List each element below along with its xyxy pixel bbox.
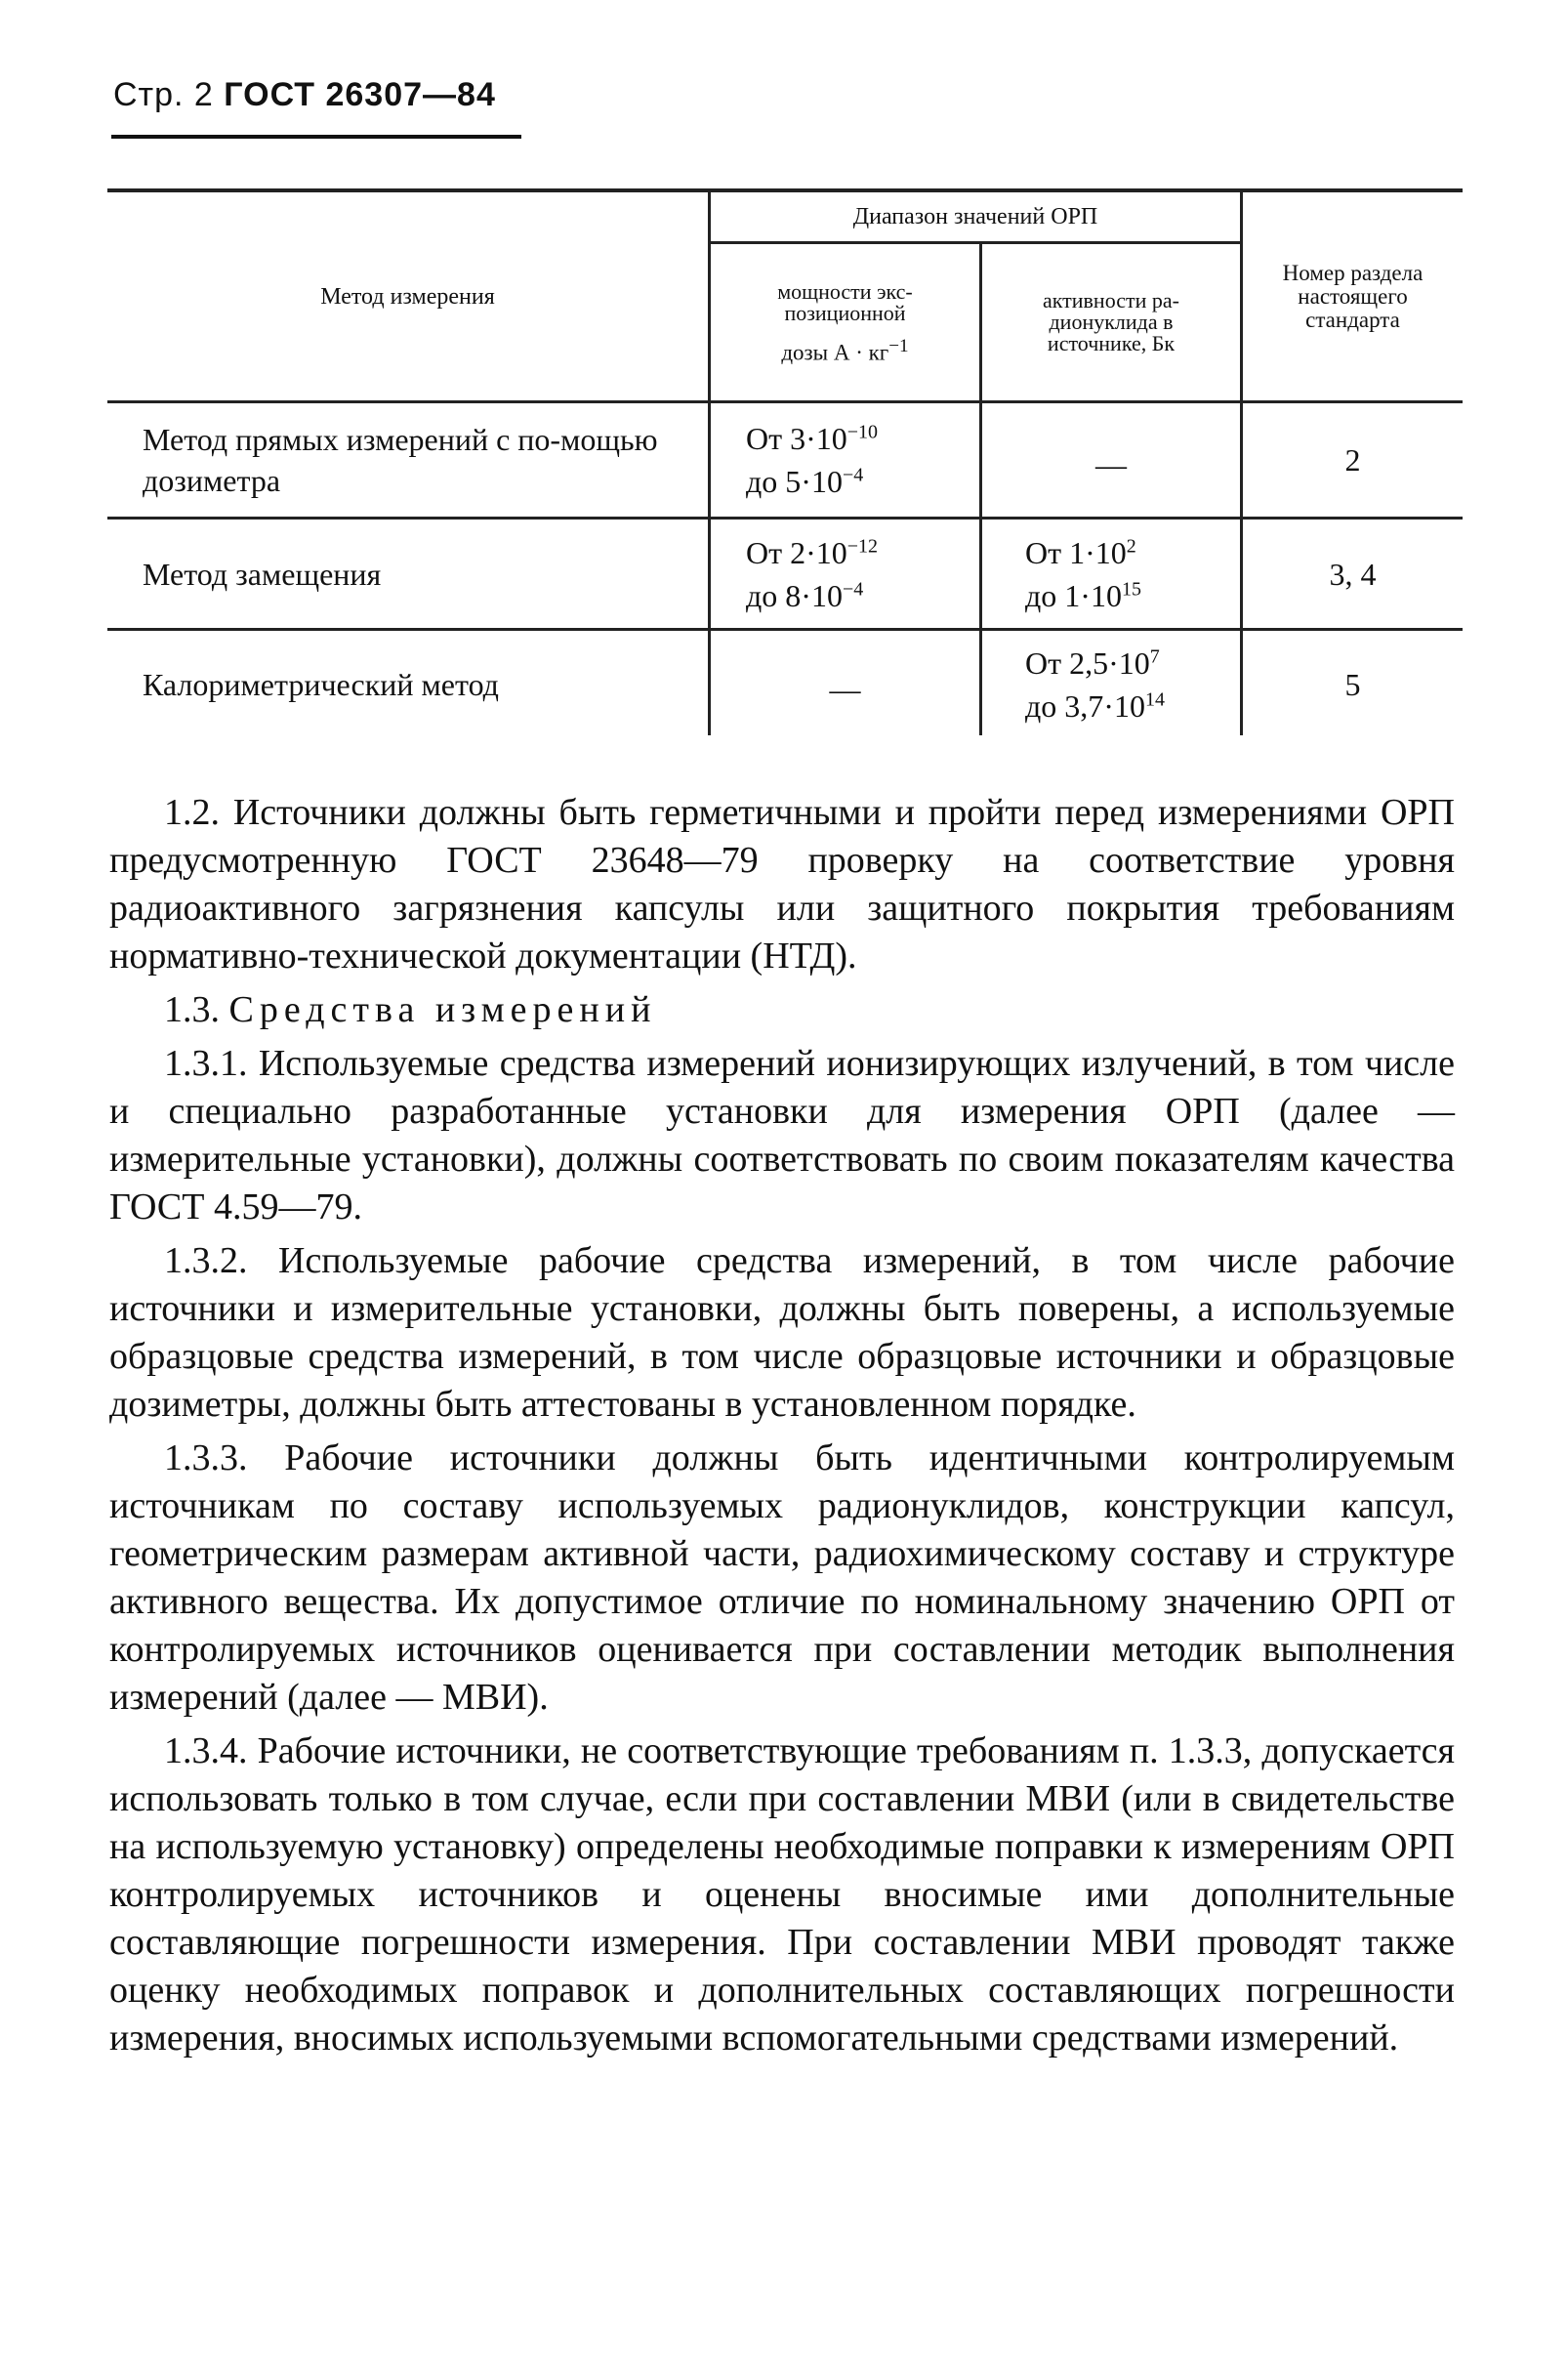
row1-section [1243,403,1463,517]
header-power-line1: мощности экс- [777,278,913,304]
section-title: Средства измерений [228,989,657,1030]
row1-section-text: 2 [1344,442,1361,478]
row2-section [1243,520,1463,628]
paragraph-1-3-4: 1.3.4. Рабочие источники, не соответствующие требованиям п. 1.3.3, допускается использовать только в том случае, если при составлении МВИ (или в свидетельстве на используемую установку) определены необходимые поправки к измерениям ОРП контролируемых источников и оценены вносимые ими дополнительные составляющие погрешности измерения. При составлении МВИ проводят также оценку необходимых поправок и дополнительных составляющих погрешности измерения, вносимых используемыми вспомогательными средствами измерений. [109,1730,1455,2059]
range-table [107,188,1463,745]
header-power-unit-wrap [781,336,908,364]
row1-power-to-text: до 5·10 [746,464,843,499]
row1-power-from [746,417,878,460]
row2-activity [982,520,1240,628]
row2-power-from [746,531,878,574]
header-activity [982,244,1240,400]
row2-power-to-exp: −4 [842,577,864,600]
row3-power-from-text: — [829,671,861,707]
row3-section-text: 5 [1344,667,1361,702]
row2-power [711,520,979,628]
body-text [109,789,1455,2068]
header-range-group-label: Диапазон значений ОРП [852,204,1098,229]
section-number: 1.3. [164,989,220,1030]
header-rule [111,135,521,139]
row3-activity-from [1025,642,1160,685]
row2-activity-from-exp: 2 [1126,534,1136,557]
row1-power-from-exp: −10 [846,421,879,443]
row1-power [711,403,979,517]
standard-code: ГОСТ 26307—84 [224,76,496,113]
row2-method-text: Метод замещения [143,556,382,592]
row1-power-from-text: От 3·10 [746,421,847,456]
row2-activity-to [1025,574,1141,617]
row2-activity-to-text: до 1·10 [1025,577,1122,613]
paragraph-1-2: 1.2. Источники должны быть герметичными и пройти перед измерениями ОРП предусмотренную ГОСТ 23648—79 проверку на соответствие уровня радиоактивного загрязнения капсулы или защитного покрытия требованиям нормативно-технической документации (НТД). [109,792,1455,977]
header-activity-label: активности ра-дионуклида в источнике, Бк [1042,288,1179,355]
header-power-unit: дозы А · кг [781,340,889,365]
row3-method-text: Калориметрический метод [143,667,499,702]
header-range-group [711,192,1240,241]
row3-activity-to-text: до 3,7·10 [1025,688,1145,724]
paragraph-1-3-heading [109,986,1455,1034]
row3-section [1243,631,1463,738]
row2-power-to-text: до 8·10 [746,577,843,613]
header-power-unit-exp: −1 [888,335,909,356]
paragraph-1-3-1: 1.3.1. Используемые средства измерений ионизирующих излучений, в том числе и специально разработанные установки для измерения ОРП (далее — измерительные установки), должны соответствовать по своим показателям качества ГОСТ 4.59—79. [109,1043,1455,1227]
row1-power-to [746,460,863,503]
header-power-line2: позиционной [784,300,906,325]
header-method-label: Метод измерения [320,283,495,310]
row1-power-to-exp: −4 [842,464,864,486]
header-section-label: Номер раздела настоящего стандарта [1282,260,1424,332]
paragraph-1-3-2: 1.3.2. Используемые рабочие средства измерений, в том числе рабочие источники и измерительные установки, должны быть поверены, а используемые образцовые средства измерений, в том числе образцовые источники и образцовые дозиметры, должны быть аттестованы в установленном порядке. [109,1240,1455,1425]
row1-activity-from-text: — [1095,446,1127,482]
row2-activity-from [1025,531,1136,574]
row1-method [107,403,708,517]
row1-method-text: Метод прямых измерений с по-мощью дозиметра [143,422,658,498]
paragraph-1-3-3: 1.3.3. Рабочие источники должны быть идентичными контролируемым источникам по составу используемых радионуклидов, конструкции капсул, геометрическим размерам активной части, радиохимическому составу и структуре активного вещества. Их допустимое отличие по номинальному значению ОРП от контролируемых источников оценивается при составлении методик выполнения измерений (далее — МВИ). [109,1437,1455,1718]
row3-power-from [830,659,861,710]
header-section [1243,192,1463,400]
page-header [113,76,496,114]
row2-activity-to-exp: 15 [1121,577,1141,600]
row1-activity-from [1095,435,1127,485]
row1-activity [982,403,1240,517]
row3-method [107,631,708,738]
row3-activity-from-text: От 2,5·10 [1025,645,1150,681]
row2-power-from-text: От 2·10 [746,534,847,570]
page-number: Стр. 2 [113,76,214,113]
header-method [107,192,708,400]
row3-activity-to-exp: 14 [1144,688,1165,711]
row2-power-to [746,574,863,617]
row3-activity [982,631,1240,738]
row3-activity-to [1025,685,1165,728]
row2-section-text: 3, 4 [1329,556,1377,592]
row2-method [107,520,708,628]
row3-activity-from-exp: 7 [1149,645,1160,668]
header-power [711,244,979,400]
row3-power [711,631,979,738]
row2-activity-from-text: От 1·10 [1025,534,1127,570]
row2-power-from-exp: −12 [846,534,879,557]
